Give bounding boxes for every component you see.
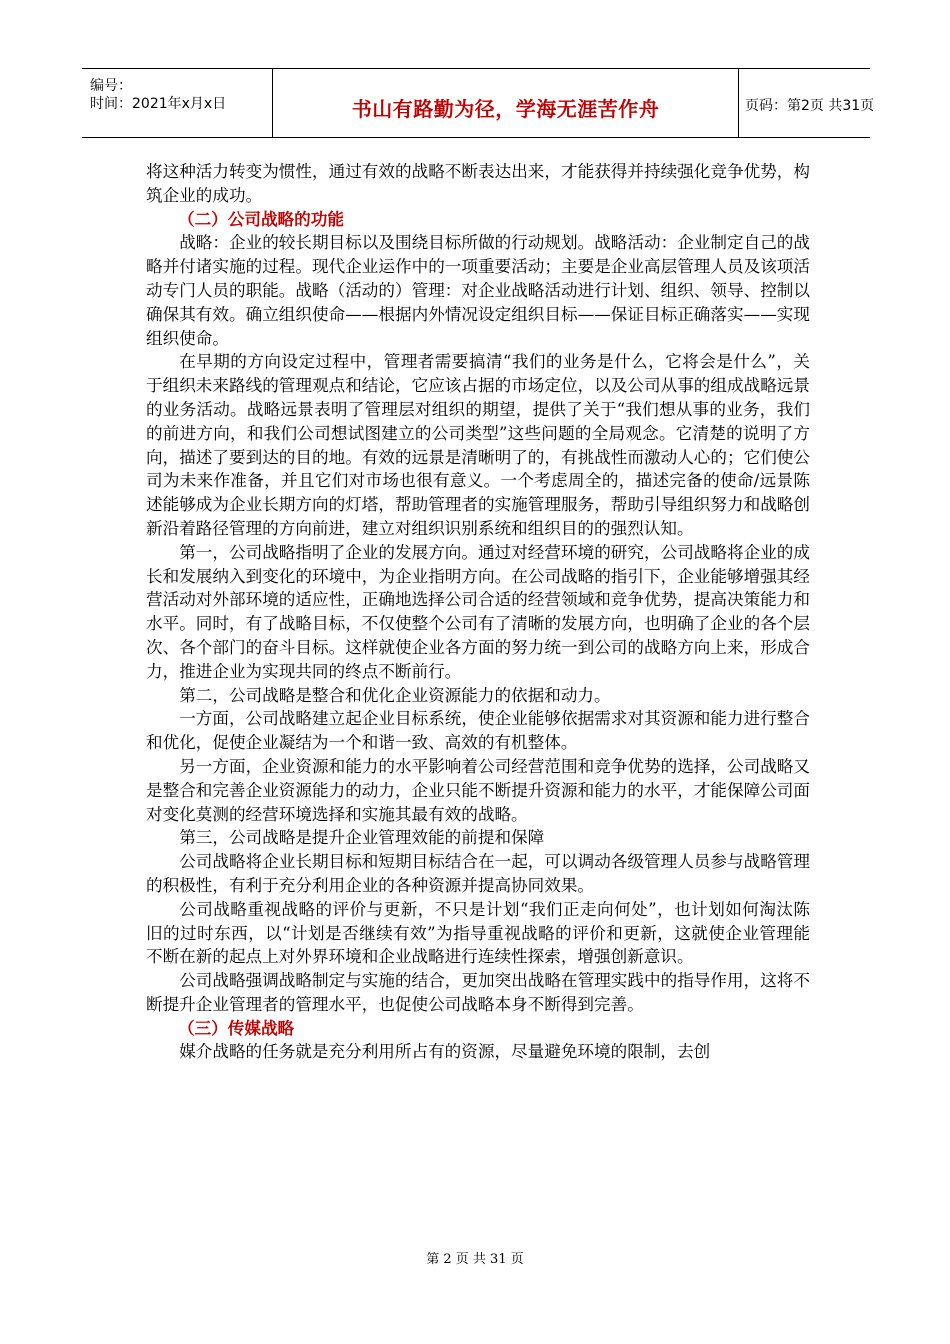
section-heading: （三）传媒战略 [178, 1018, 295, 1038]
time-label: 时间：2021年x月x日 [90, 96, 227, 112]
header-page-cell [739, 69, 875, 137]
paragraph: 另一方面，企业资源和能力的水平影响着公司经营范围和竞争优势的选择，公司战略又是整合和完善企业资源能力的动力，企业只能不断提升资源和能力的水平，才能保障公司面对变化莫测的经营环境选择和实施其最有效的战略。 [146, 756, 810, 824]
paragraph: 在早期的方向设定过程中，管理者需要搞清“我们的业务是什么，它将会是什么”，关于组织未来路线的管理观点和结论，它应该占据的市场定位，以及公司从事的组成战略远景的业务活动。战略远景表明了管理层对组织的期望，提供了关于“我们想从事的业务，我们的前进方向，和我们公司想试图建立的公司类型”这些问题的全局观念。它清楚的说明了方向，描述了要到达的目的地。有效的远景是清晰明了的，有挑战性而激动人心的；它们使公司为未来作准备，并且它们对市场也很有意义。一个考虑周全的，描述完备的使命/远景陈述能够成为企业长期方向的灯塔，帮助管理者的实施管理服务，帮助引导组织努力和战略创新沿着路径管理的方向前进，建立对组织识别系统和组织目的的强烈认知。 [146, 352, 810, 538]
number-label: 编号： [90, 78, 132, 94]
paragraph: 一方面，公司战略建立起企业目标系统，使企业能够依据需求对其资源和能力进行整合和优化，促使企业凝结为一个和谐一致、高效的有机整体。 [146, 709, 810, 753]
paragraph: 第二，公司战略是整合和优化企业资源能力的依据和动力。 [179, 685, 611, 705]
page-number-label: 页码：第2页 共31页 [745, 98, 875, 114]
paragraph: 公司战略将企业长期目标和短期目标结合在一起，可以调动各级管理人员参与战略管理的积极性，有利于充分利用企业的各种资源并提高协同效果。 [146, 852, 810, 895]
page-footer: 第 2 页 共 31 页 [426, 1252, 524, 1267]
section-heading: （二）公司战略的功能 [178, 209, 344, 229]
paragraph: 媒介战略的任务就是充分利用所占有的资源，尽量避免环境的限制，去创 [179, 1042, 711, 1062]
paragraph: 公司战略强调战略制定与实施的结合，更加突出战略在管理实践中的指导作用，这将不断提升企业管理者的管理水平，也促使公司战略本身不断得到完善。 [146, 971, 810, 1014]
paragraph: 战略：企业的较长期目标以及围绕目标所做的行动规划。战略活动：企业制定自己的战略并付诸实施的过程。现代企业运作中的一项重要活动；主要是企业高层管理人员及该项活动专门人员的职能。战略（活动的）管理：对企业战略活动进行计划、组织、领导、控制以确保其有效。确立组织使命——根据内外情况设定组织目标——保证目标正确落实——实现组织使命。 [146, 233, 810, 348]
paragraph: 第一，公司战略指明了企业的发展方向。通过对经营环境的研究，公司战略将企业的成长和发展纳入到变化的环境中，为企业指明方向。在公司战略的指引下，企业能够增强其经营活动对外部环境的适应性，正确地选择公司合适的经营领域和竞争优势，提高决策能力和水平。同时，有了战略目标，不仅使整个公司有了清晰的发展方向，也明确了企业的各个层次、各个部门的奋斗目标。这样就使企业各方面的努力统一到公司的战略方向上来，形成合力，推进企业为实现共同的终点不断前行。 [146, 542, 810, 681]
paragraph: 将这种活力转变为惯性，通过有效的战略不断表达出来，才能获得并持续强化竞争优势，构筑企业的成功。 [146, 162, 810, 205]
header-meta-cell [82, 69, 273, 137]
motto-text: 书山有路勤为径，学海无涯苦作舟 [351, 97, 660, 121]
paragraph: 公司战略重视战略的评价与更新，不只是计划“我们正走向何处”，也计划如何淘汰陈旧的过时东西，以“计划是否继续有效”为指导重视战略的评价和更新，这就使企业管理能不断在新的起点上对外界环境和企业战略进行连续性探索，增强创新意识。 [146, 899, 810, 967]
paragraph: 第三，公司战略是提升企业管理效能的前提和保障 [179, 828, 545, 848]
header-motto-cell [273, 69, 739, 137]
document-body [146, 160, 810, 1064]
page-header [82, 68, 875, 138]
